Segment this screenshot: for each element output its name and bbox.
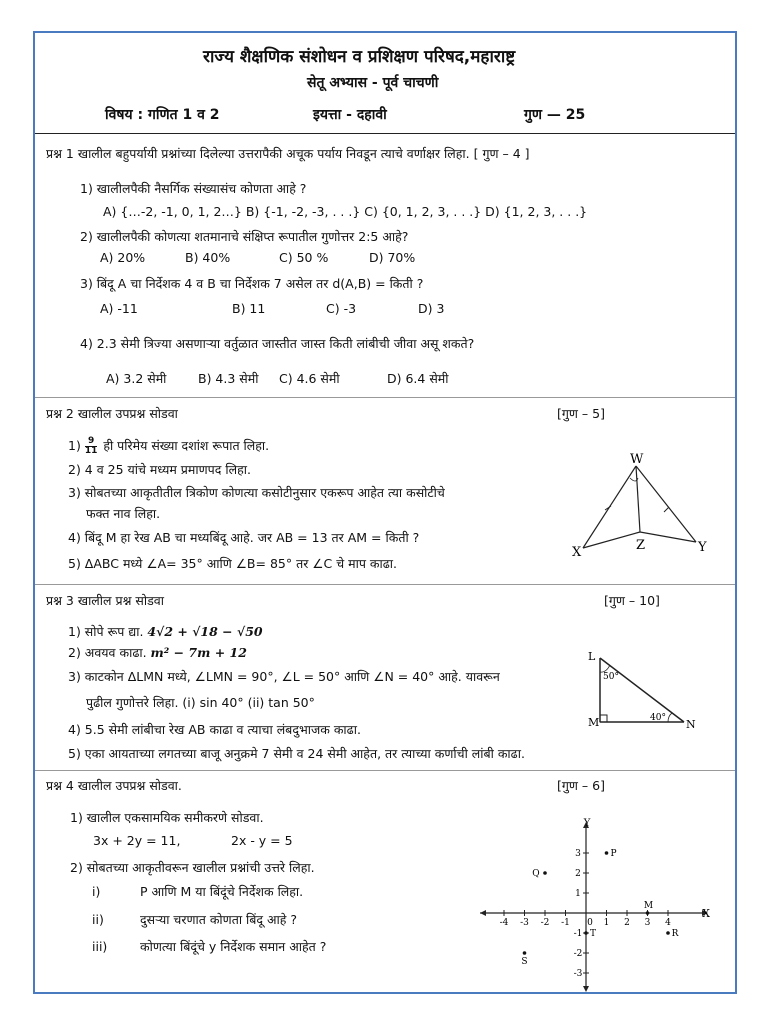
- q1-item-3-option-c: C) -3: [326, 301, 357, 316]
- q4-sub-1: P आणि M या बिंदूंचे निर्देशक लिहा.: [140, 884, 304, 899]
- q1-item-4-option-b: B) 4.3 सेमी: [198, 371, 259, 386]
- q3-item-2: [68, 645, 247, 661]
- point-label-m: M: [643, 901, 654, 911]
- coordinate-graph: [476, 818, 716, 994]
- q1-item-3-option-b: B) 11: [232, 301, 266, 316]
- q1-item-3-option-d: D) 3: [418, 301, 445, 316]
- q3-item-1: [68, 624, 263, 640]
- q2-item-1-text: ही परिमेय संख्या दशांश रूपात लिहा.: [99, 438, 270, 453]
- label-y: Y: [698, 540, 707, 555]
- x-tick-label-2: 2: [624, 918, 630, 928]
- x-axis-arrow-left: [480, 910, 486, 916]
- q3-item-2-label: 2) अवयव काढा.: [68, 645, 151, 660]
- label-z: Z: [636, 538, 646, 553]
- y-tick-label--3: -3: [573, 969, 583, 979]
- q4-sub-2-number: ii): [92, 912, 104, 927]
- grade-label: इयत्ता - दहावी: [313, 107, 387, 123]
- q2-item-4: 4) बिंदू M हा रेख AB चा मध्यबिंदू आहे. जर AB = 13 तर AM = किती ?: [68, 530, 420, 545]
- q1-item-2: 2) खालीलपैकी कोणत्या शतमानाचे संक्षिप्त रूपातील गुणोत्तर 2:5 आहे?: [80, 229, 409, 244]
- right-triangle-figure-lmn: [584, 646, 704, 732]
- q4-marks: [गुण – 6]: [557, 778, 605, 793]
- angle-l-label: 50°: [603, 672, 619, 682]
- origin-label: 0: [587, 918, 593, 928]
- q1-item-2-option-a: A) 20%: [100, 250, 146, 265]
- y-tick-label-2: 2: [575, 869, 581, 879]
- x-tick-label-3: 3: [644, 918, 651, 928]
- q2-item-3b: फक्त नाव लिहा.: [86, 506, 161, 521]
- label-w: W: [630, 452, 644, 467]
- q1-item-2-option-d: D) 70%: [369, 250, 416, 265]
- label-n: N: [686, 718, 696, 731]
- x-tick-label--2: -2: [540, 918, 550, 928]
- x-tick-label--3: -3: [520, 918, 529, 928]
- point-r: [666, 931, 670, 935]
- header-divider: [35, 133, 735, 134]
- point-label-t: T: [589, 929, 597, 939]
- q1-divider: [35, 397, 735, 398]
- q4-item-1: 1) खालील एकसामयिक समीकरणे सोडवा.: [70, 810, 264, 825]
- q3-item-3b: पुढील गुणोत्तरे लिहा. (i) sin 40° (ii) tan 50°: [86, 695, 315, 710]
- y-axis-label: Y: [583, 818, 591, 829]
- angle-n-label: 40°: [650, 713, 666, 723]
- q2-heading: प्रश्न 2 खालील उपप्रश्न सोडवा: [46, 406, 178, 421]
- q3-heading: प्रश्न 3 खालील प्रश्न सोडवा: [46, 593, 164, 608]
- q1-item-4-option-a: A) 3.2 सेमी: [106, 371, 167, 386]
- x-tick-label--1: -1: [561, 918, 570, 928]
- q1-item-2-option-b: B) 40%: [185, 250, 231, 265]
- q2-item-1: [68, 437, 269, 456]
- fraction-numerator: 9: [85, 437, 98, 447]
- q4-sub-1-number: i): [92, 884, 101, 899]
- point-s: [523, 951, 527, 955]
- q2-item-3a: 3) सोबतच्या आकृतीतील त्रिकोण कोणत्या कसोटीनुसार एकरूप आहेत त्या कसोटीचे: [68, 485, 445, 500]
- q2-item-5: 5) ΔABC मध्ये ∠A= 35° आणि ∠B= 85° तर ∠C चे माप काढा.: [68, 556, 397, 571]
- point-q: [543, 871, 547, 875]
- q1-item-4-option-c: C) 4.6 सेमी: [279, 371, 340, 386]
- y-tick-label-1: 1: [575, 889, 581, 899]
- q4-equation-1: 3x + 2y = 11,: [93, 833, 181, 848]
- point-label-s: S: [521, 957, 528, 967]
- label-l: L: [588, 650, 596, 663]
- point-t: [584, 931, 588, 935]
- q3-item-1-label: 1) सोपे रूप द्या.: [68, 624, 148, 639]
- subject-label: विषय : गणित 1 व 2: [105, 107, 220, 123]
- q1-item-1-options: A) {…-2, -1, 0, 1, 2…} B) {-1, -2, -3, . . .} C) {0, 1, 2, 3, . . .} D) {1, 2, 3, . . .}: [103, 204, 588, 219]
- q2-divider: [35, 584, 735, 585]
- point-label-q: Q: [532, 869, 540, 879]
- q2-item-1-number: 1): [68, 438, 81, 453]
- x-tick-label-1: 1: [603, 918, 610, 928]
- q1-item-3: 3) बिंदू A चा निर्देशक 4 व B चा निर्देशक 7 असेल तर d(A,B) = किती ?: [80, 276, 424, 291]
- point-p: [605, 851, 609, 855]
- y-axis-arrow-down: [583, 986, 589, 992]
- fraction-denominator: 11: [84, 446, 98, 456]
- y-tick-label-3: 3: [575, 849, 581, 859]
- point-label-r: R: [671, 929, 679, 939]
- q4-heading: प्रश्न 4 खालील उपप्रश्न सोडवा.: [46, 778, 182, 793]
- q3-divider: [35, 770, 735, 771]
- q4-equation-2: 2x - y = 5: [231, 833, 293, 848]
- marks-label: गुण — 25: [524, 107, 586, 123]
- point-label-p: P: [610, 849, 617, 859]
- triangle-figure-wxyz: [568, 452, 718, 562]
- q1-item-4: 4) 2.3 सेमी त्रिज्या असणाऱ्या वर्तुळात जास्तीत जास्त किती लांबीची जीवा असू शकते?: [80, 336, 475, 351]
- y-tick-label--1: -1: [573, 929, 583, 939]
- q4-sub-2: दुसऱ्या चरणात कोणता बिंदू आहे ?: [140, 912, 298, 927]
- label-m: M: [588, 716, 600, 729]
- label-x: X: [572, 545, 582, 560]
- x-axis-label: X: [702, 907, 710, 920]
- q1-item-3-option-a: A) -11: [100, 301, 138, 316]
- q3-item-3a: 3) काटकोन ΔLMN मध्ये, ∠LMN = 90°, ∠L = 50° आणि ∠N = 40° आहे. यावरून: [68, 669, 500, 684]
- q4-item-2: 2) सोबतच्या आकृतीवरून खालील प्रश्नांची उत्तरे लिहा.: [70, 860, 315, 875]
- page-title: राज्य शैक्षणिक संशोधन व प्रशिक्षण परिषद,महाराष्ट्र: [203, 47, 516, 67]
- point-m: [646, 911, 650, 915]
- q4-sub-3: कोणत्या बिंदूंचे y निर्देशक समान आहेत ?: [140, 939, 327, 954]
- q3-item-4: 4) 5.5 सेमी लांबीचा रेख AB काढा व त्याचा लंबदुभाजक काढा.: [68, 722, 361, 737]
- q1-item-2-option-c: C) 50 %: [279, 250, 329, 265]
- page-subtitle: सेतू अभ्यास - पूर्व चाचणी: [307, 75, 439, 91]
- q3-marks: [गुण – 10]: [604, 593, 660, 608]
- x-tick-label-4: 4: [665, 918, 671, 928]
- x-tick-label--4: -4: [499, 918, 509, 928]
- q1-heading: प्रश्न 1 खालील बहुपर्यायी प्रश्नांच्या दिलेल्या उत्तरापैकी अचूक पर्याय निवडून त्याचे वर्णाक्षर लिहा. [ गुण – 4 ]: [46, 146, 530, 161]
- q2-item-2: 2) 4 व 25 यांचे मध्यम प्रमाणपद लिहा.: [68, 462, 251, 477]
- q3-item-5: 5) एका आयताच्या लगतच्या बाजू अनुक्रमे 7 सेमी व 24 सेमी आहेत, तर त्याच्या कर्णाची लांबी काढा.: [68, 746, 525, 761]
- q3-item-2-expression: m² − 7m + 12: [150, 645, 247, 660]
- q1-item-1: 1) खालीलपैकी नैसर्गिक संख्यासंच कोणता आहे ?: [80, 181, 307, 196]
- q2-marks: [गुण – 5]: [557, 406, 605, 421]
- y-tick-label--2: -2: [573, 949, 583, 959]
- fraction-9-11: [85, 437, 98, 456]
- q4-sub-3-number: iii): [92, 939, 108, 954]
- q1-item-4-option-d: D) 6.4 सेमी: [387, 371, 449, 386]
- q3-item-1-expression: 4√2 + √18 − √50: [147, 624, 263, 639]
